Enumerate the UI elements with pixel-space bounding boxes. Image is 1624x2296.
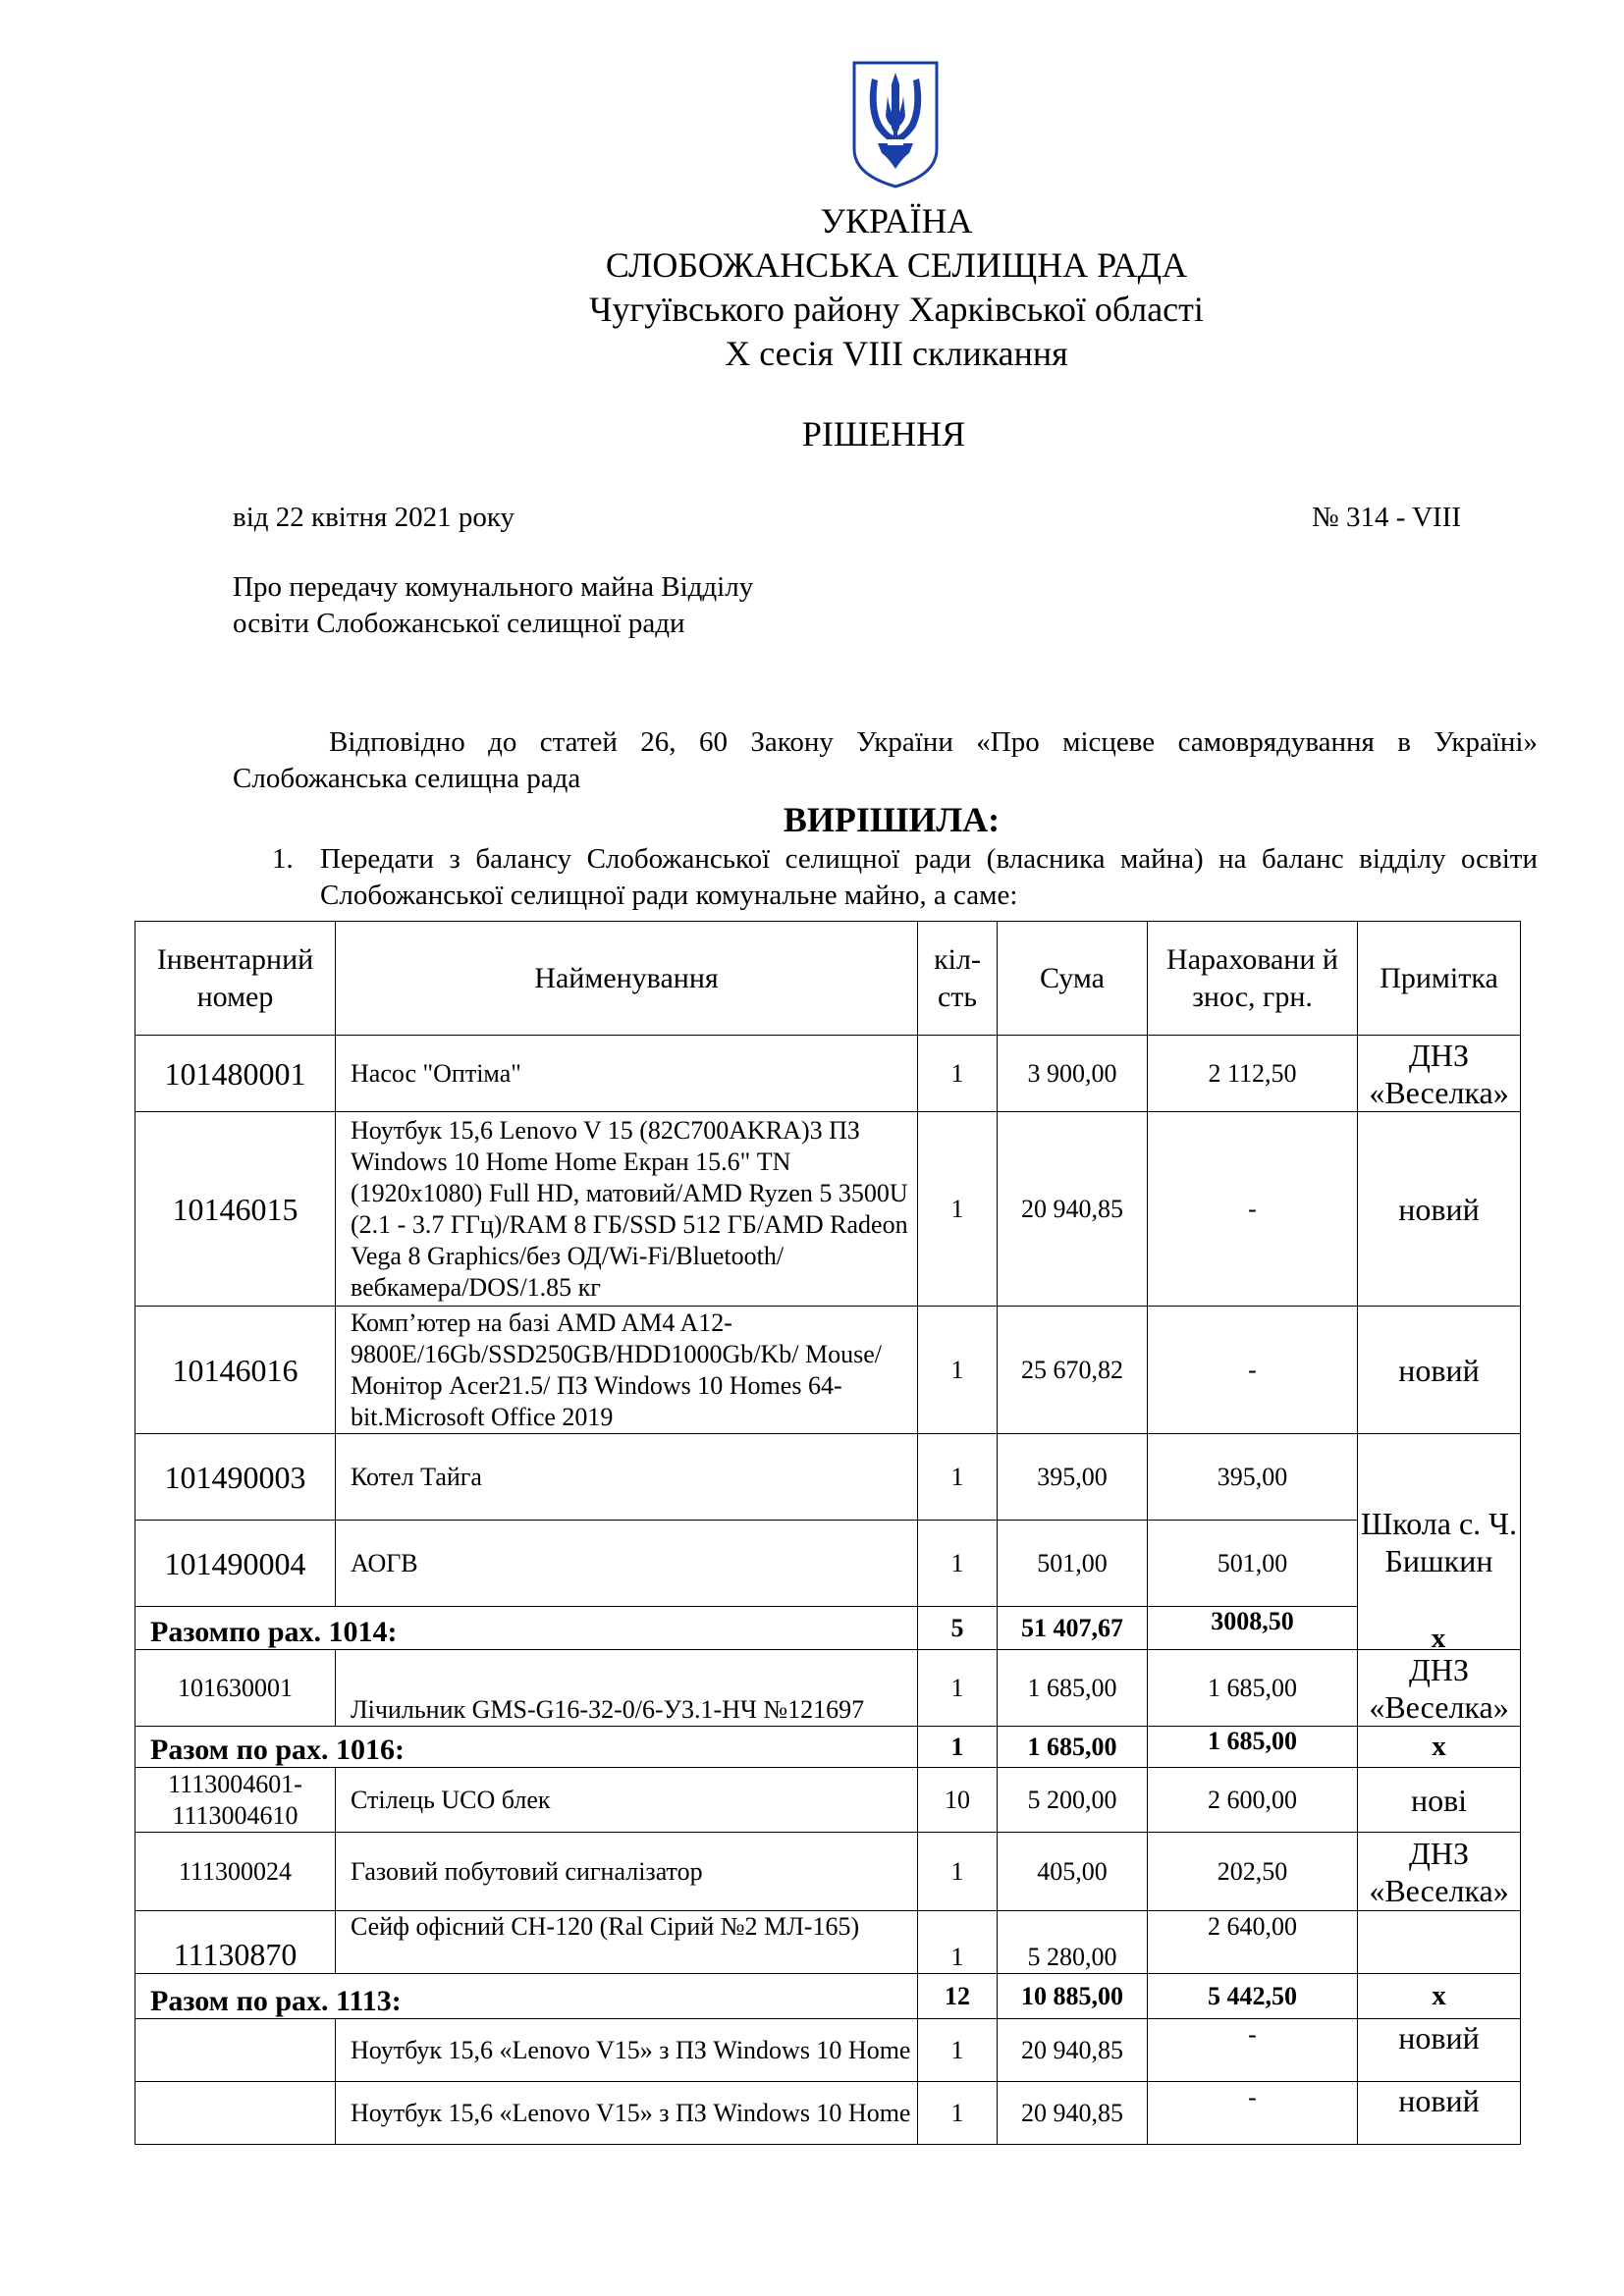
- cell-name: Ноутбук 15,6 Lenovo V 15 (82C700AKRA)3 ПЗ Windows 10 Home Home Екран 15.6" TN (1920x1080) Full HD, матовий/AMD Ryzen 5 3500U (2.1 - 3.7 ГГц)/RAM 8 ГБ/SSD 512 ГБ/AMD Radeon Vega 8 Graphics/без ОД/Wi-Fi/Bluetooth/вебкамера/DOS/1.85 кг: [336, 1112, 918, 1307]
- decision-date: від 22 квітня 2021 року: [233, 502, 515, 533]
- table-row: [135, 1650, 1521, 1727]
- total-label: Разом по рах. 1016:: [135, 1727, 918, 1768]
- item-1-number: 1.: [272, 843, 294, 875]
- cell-inventory-number: 1113004601-1113004610: [135, 1768, 336, 1833]
- cell-depreciation: -: [1148, 1112, 1358, 1307]
- cell-sum: 20 940,85: [998, 2082, 1148, 2145]
- header-inventory-number: Інвентарний номер: [135, 922, 336, 1036]
- cell-depreciation: 501,00: [1148, 1521, 1358, 1607]
- table-row: [135, 1112, 1521, 1307]
- cell-name: Ноутбук 15,6 «Lenovo V15» з ПЗ Windows 10 Home: [336, 2082, 918, 2145]
- cell-sum: 395,00: [998, 1434, 1148, 1521]
- cell-quantity: 1: [918, 1307, 998, 1434]
- cell-quantity: 1: [918, 1911, 998, 1974]
- cell-sum: 3 900,00: [998, 1036, 1148, 1112]
- cell-depreciation: -: [1148, 2082, 1358, 2145]
- cell-sum: 25 670,82: [998, 1307, 1148, 1434]
- subject-line-1: Про передачу комунального майна Відділу: [233, 571, 754, 603]
- cell-quantity: 1: [918, 1833, 998, 1911]
- cell-name: Стілець UCO блек: [336, 1768, 918, 1833]
- cell-name: Комп’ютер на базі AMD AM4 A12-9800E/16Gb/SSD250GB/HDD1000Gb/Kb/ Mouse/ Монітор Acer21.5/ ПЗ Windows 10 Homes 64-bit.Microsoft Office 2019: [336, 1307, 918, 1434]
- table-header-row: [135, 922, 1521, 1036]
- preamble: Відповідно до статей 26, 60 Закону України «Про місцеве самоврядування в Україні» Слобожанська селищна рада: [233, 726, 1538, 794]
- item-1-text: Передати з балансу Слобожанської селищної ради (власника майна) на баланс відділу освіти Слобожанської селищної ради комунальне майно, а саме:: [320, 843, 1538, 911]
- table-row: [135, 1434, 1521, 1521]
- table-total-row: [135, 1727, 1521, 1768]
- total-sum: 1 685,00: [998, 1727, 1148, 1768]
- subject-line-2: освіти Слобожанської селищної ради: [233, 608, 685, 639]
- cell-depreciation: 2 640,00: [1148, 1911, 1358, 1974]
- cell-depreciation: 395,00: [1148, 1434, 1358, 1521]
- table-row: [135, 1307, 1521, 1434]
- cell-note: новий: [1358, 1307, 1521, 1434]
- cell-note: ДНЗ «Веселка»: [1358, 1036, 1521, 1112]
- decision-number: № 314 - VIII: [1312, 502, 1461, 533]
- cell-quantity: 10: [918, 1768, 998, 1833]
- header-quantity: кіл-сть: [918, 922, 998, 1036]
- cell-name: Насос "Оптіма": [336, 1036, 918, 1112]
- header-sum: Сума: [998, 922, 1148, 1036]
- cell-note: Школа с. Ч. Бишкин: [1358, 1434, 1521, 1650]
- cell-sum: 5 200,00: [998, 1768, 1148, 1833]
- document-type: РІШЕННЯ: [801, 414, 966, 454]
- total-label: Разомпо рах. 1014:: [135, 1607, 918, 1650]
- table-row: [135, 1768, 1521, 1833]
- cell-quantity: 1: [918, 1434, 998, 1521]
- cell-inventory-number: 10146015: [135, 1112, 336, 1307]
- cell-note: ДНЗ «Веселка»: [1358, 1650, 1521, 1727]
- header-district: Чугуївського району Харківської області: [589, 290, 1204, 329]
- cell-sum: 20 940,85: [998, 1112, 1148, 1307]
- cell-quantity: 1: [918, 1036, 998, 1112]
- cell-sum: 501,00: [998, 1521, 1148, 1607]
- cell-depreciation: 2 112,50: [1148, 1036, 1358, 1112]
- total-quantity: 1: [918, 1727, 998, 1768]
- cell-name: Сейф офісний СН-120 (Ral Сірий №2 МЛ-165): [336, 1911, 918, 1974]
- cell-sum: 20 940,85: [998, 2019, 1148, 2082]
- cell-quantity: 1: [918, 1521, 998, 1607]
- cell-depreciation: 2 600,00: [1148, 1768, 1358, 1833]
- header-note: Примітка: [1358, 922, 1521, 1036]
- table-row: [135, 1036, 1521, 1112]
- decided-heading: ВИРІШИЛА:: [783, 800, 1001, 839]
- cell-depreciation: 1 685,00: [1148, 1650, 1358, 1727]
- cell-depreciation: -: [1148, 2019, 1358, 2082]
- header-country: УКРАЇНА: [820, 201, 973, 240]
- total-note: х: [1358, 1727, 1521, 1768]
- cell-quantity: 1: [918, 2019, 998, 2082]
- table-total-row: [135, 1607, 1521, 1650]
- cell-quantity: 1: [918, 1112, 998, 1307]
- cell-name: Котел Тайга: [336, 1434, 918, 1521]
- cell-inventory-number: 10146016: [135, 1307, 336, 1434]
- cell-sum: 1 685,00: [998, 1650, 1148, 1727]
- table-row: [135, 2082, 1521, 2145]
- cell-inventory-number: 101630001: [135, 1650, 336, 1727]
- total-note: х: [1358, 1974, 1521, 2019]
- table-row: [135, 1521, 1521, 1607]
- cell-inventory-number: 111300024: [135, 1833, 336, 1911]
- cell-depreciation: 202,50: [1148, 1833, 1358, 1911]
- cell-quantity: 1: [918, 2082, 998, 2145]
- total-depreciation: 5 442,50: [1148, 1974, 1358, 2019]
- header-session: X сесія VIII скликання: [725, 334, 1068, 373]
- table-row: [135, 2019, 1521, 2082]
- cell-note: нові: [1358, 1768, 1521, 1833]
- total-depreciation: 3008,50: [1148, 1607, 1358, 1650]
- coat-of-arms-icon: [848, 59, 943, 190]
- cell-note: [1358, 1911, 1521, 1974]
- cell-name: Лічильник GMS-G16-32-0/6-У3.1-НЧ №121697: [336, 1650, 918, 1727]
- header-council: СЛОБОЖАНСЬКА СЕЛИЩНА РАДА: [605, 245, 1188, 285]
- cell-name: Ноутбук 15,6 «Lenovo V15» з ПЗ Windows 10 Home: [336, 2019, 918, 2082]
- cell-sum: 405,00: [998, 1833, 1148, 1911]
- table-row: [135, 1833, 1521, 1911]
- cell-inventory-number: [135, 2019, 336, 2082]
- cell-inventory-number: 11130870: [135, 1911, 336, 1974]
- cell-name: АОГВ: [336, 1521, 918, 1607]
- table-total-row: [135, 1974, 1521, 2019]
- total-sum: 51 407,67: [998, 1607, 1148, 1650]
- total-label: Разом по рах. 1113:: [135, 1974, 918, 2019]
- total-note: х: [1431, 1623, 1446, 1654]
- cell-note: новий: [1358, 1112, 1521, 1307]
- cell-note: новий: [1358, 2082, 1521, 2145]
- total-sum: 10 885,00: [998, 1974, 1148, 2019]
- cell-note: новий: [1358, 2019, 1521, 2082]
- header-name: Найменування: [336, 922, 918, 1036]
- cell-inventory-number: 101480001: [135, 1036, 336, 1112]
- property-table: [135, 921, 1521, 2145]
- cell-inventory-number: 101490003: [135, 1434, 336, 1521]
- cell-inventory-number: 101490004: [135, 1521, 336, 1607]
- header-depreciation: Нараховани й знос, грн.: [1148, 922, 1358, 1036]
- total-quantity: 5: [918, 1607, 998, 1650]
- cell-depreciation: -: [1148, 1307, 1358, 1434]
- cell-note: ДНЗ «Веселка»: [1358, 1833, 1521, 1911]
- total-quantity: 12: [918, 1974, 998, 2019]
- cell-sum: 5 280,00: [998, 1911, 1148, 1974]
- total-depreciation: 1 685,00: [1148, 1727, 1358, 1768]
- cell-name: Газовий побутовий сигналізатор: [336, 1833, 918, 1911]
- cell-inventory-number: [135, 2082, 336, 2145]
- cell-quantity: 1: [918, 1650, 998, 1727]
- table-row: [135, 1911, 1521, 1974]
